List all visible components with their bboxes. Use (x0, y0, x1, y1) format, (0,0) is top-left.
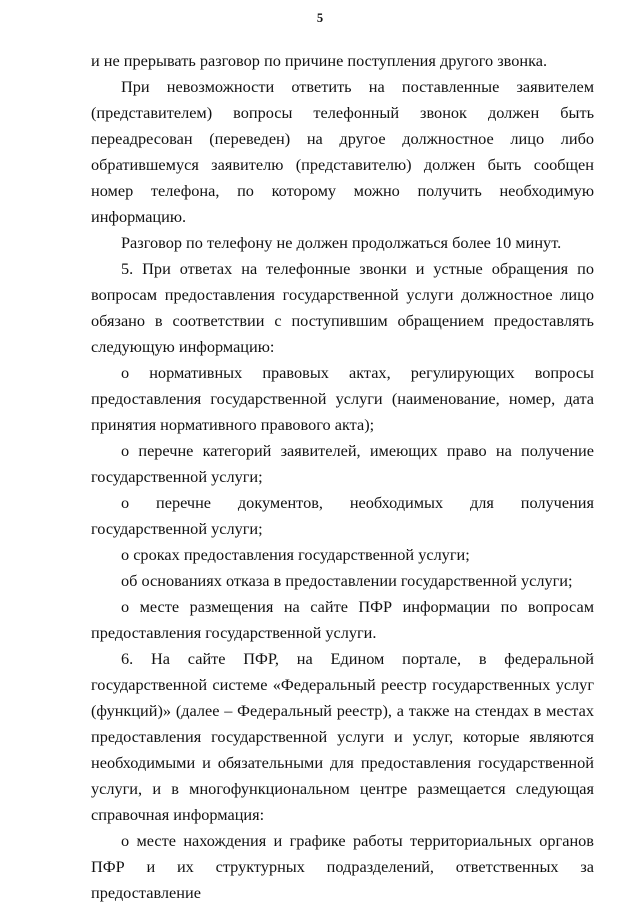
paragraph-applicant-categories: о перечне категорий заявителей, имеющих право на получение государственной услуги; (91, 441, 594, 486)
paragraph-item-5: 5. При ответах на телефонные звонки и устные обращения по вопросам предоставления государственной услуги должностное лицо обязано в соответствии с поступившим обращением предоставлять следующую информацию: (91, 259, 594, 356)
document-body (91, 48, 594, 906)
paragraph-service-terms: о сроках предоставления государственной услуги; (121, 545, 470, 564)
paragraph-redirect-call: При невозможности ответить на поставленные заявителем (представителем) вопросы телефонный звонок должен быть переадресован (переведен) на другое должностное лицо либо обратившемуся заявителю (представителю) должен быть сообщен номер телефона, по которому можно получить необходимую информацию. (91, 77, 594, 226)
page-number: 5 (316, 11, 324, 25)
paragraph-location-schedule: о месте нахождения и графике работы территориальных органов ПФР и их структурных подразделений, ответственных за предоставление (91, 831, 594, 902)
paragraph-refusal-grounds: об основаниях отказа в предоставлении государственной услуги; (121, 571, 573, 590)
paragraph-continuation: и не прерывать разговор по причине поступления другого звонка. (91, 51, 548, 70)
paragraph-documents-list: о перечне документов, необходимых для получения государственной услуги; (91, 493, 594, 538)
paragraph-normative-acts: о нормативных правовых актах, регулирующих вопросы предоставления государственной услуги (наименование, номер, дата принятия нормативного правового акта); (91, 363, 594, 434)
paragraph-item-6: 6. На сайте ПФР, на Едином портале, в федеральной государственной системе «Федеральный реестр государственных услуг (функций)» (далее – Федеральный реестр), а также на стендах в местах предоставления государственной услуги и услуг, которые являются необходимыми и обязательными для предоставления государственной услуги, и в многофункциональном центре размещается следующая справочная информация: (91, 649, 594, 824)
paragraph-site-info: о месте размещения на сайте ПФР информации по вопросам предоставления государственной услуги. (91, 597, 594, 642)
paragraph-call-duration: Разговор по телефону не должен продолжаться более 10 минут. (121, 233, 562, 252)
